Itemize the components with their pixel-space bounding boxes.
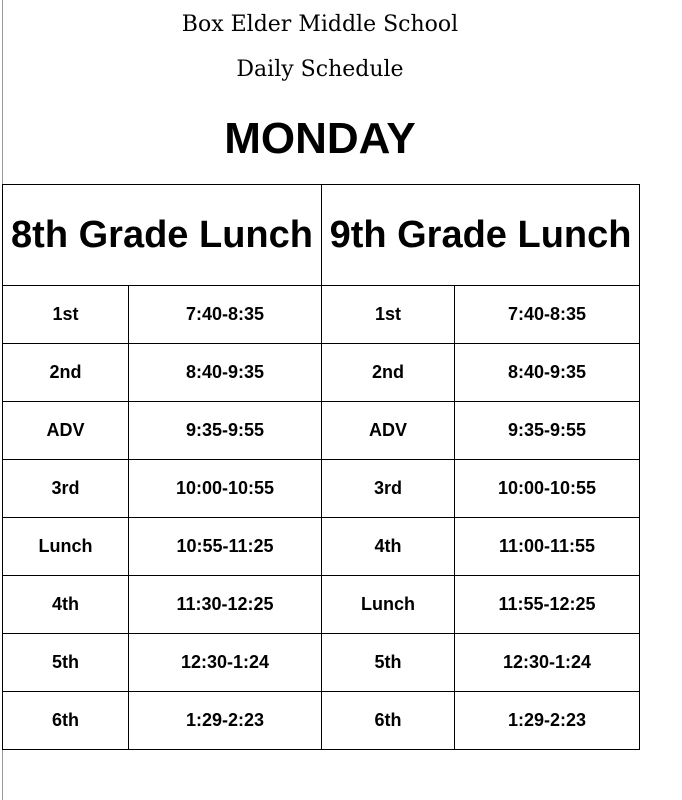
grade-8-time-cell: 10:00-10:55 xyxy=(129,460,322,518)
grade-8-period-cell: ADV xyxy=(3,402,129,460)
table-row xyxy=(3,692,640,750)
grade-8-period-cell: 5th xyxy=(3,634,129,692)
grade-8-period-cell: 3rd xyxy=(3,460,129,518)
grade-8-header: 8th Grade Lunch xyxy=(3,185,322,286)
grade-9-time-cell: 9:35-9:55 xyxy=(455,402,640,460)
grade-9-period-cell: 6th xyxy=(322,692,455,750)
school-name: Box Elder Middle School xyxy=(181,12,459,37)
day-heading: MONDAY xyxy=(224,114,416,163)
grade-9-period-cell: 3rd xyxy=(322,460,455,518)
table-row xyxy=(3,576,640,634)
schedule-table xyxy=(2,184,640,750)
grade-8-period-cell: 2nd xyxy=(3,344,129,402)
grade-9-header: 9th Grade Lunch xyxy=(322,185,640,286)
table-row xyxy=(3,344,640,402)
grade-9-period-cell: Lunch xyxy=(322,576,455,634)
table-row xyxy=(3,460,640,518)
grade-9-period-cell: ADV xyxy=(322,402,455,460)
grade-9-period-cell: 5th xyxy=(322,634,455,692)
grade-8-time-cell: 8:40-9:35 xyxy=(129,344,322,402)
grade-8-time-cell: 1:29-2:23 xyxy=(129,692,322,750)
grade-9-time-cell: 11:55-12:25 xyxy=(455,576,640,634)
grade-9-time-cell: 12:30-1:24 xyxy=(455,634,640,692)
grade-9-time-cell: 10:00-10:55 xyxy=(455,460,640,518)
grade-8-period-cell: 4th xyxy=(3,576,129,634)
grade-8-time-cell: 12:30-1:24 xyxy=(129,634,322,692)
grade-8-time-cell: 7:40-8:35 xyxy=(129,286,322,344)
grade-8-time-cell: 10:55-11:25 xyxy=(129,518,322,576)
grade-8-time-cell: 9:35-9:55 xyxy=(129,402,322,460)
table-row xyxy=(3,286,640,344)
table-row xyxy=(3,518,640,576)
grade-9-time-cell: 8:40-9:35 xyxy=(455,344,640,402)
grade-8-period-cell: 1st xyxy=(3,286,129,344)
grade-9-period-cell: 2nd xyxy=(322,344,455,402)
table-row xyxy=(3,634,640,692)
grade-8-period-cell: Lunch xyxy=(3,518,129,576)
grade-9-time-cell: 1:29-2:23 xyxy=(455,692,640,750)
grade-8-time-cell: 11:30-12:25 xyxy=(129,576,322,634)
grade-9-period-cell: 4th xyxy=(322,518,455,576)
table-header-row xyxy=(3,185,640,286)
grade-9-time-cell: 11:00-11:55 xyxy=(455,518,640,576)
schedule-title: Daily Schedule xyxy=(236,57,404,82)
table-row xyxy=(3,402,640,460)
grade-8-period-cell: 6th xyxy=(3,692,129,750)
grade-9-period-cell: 1st xyxy=(322,286,455,344)
grade-9-time-cell: 7:40-8:35 xyxy=(455,286,640,344)
